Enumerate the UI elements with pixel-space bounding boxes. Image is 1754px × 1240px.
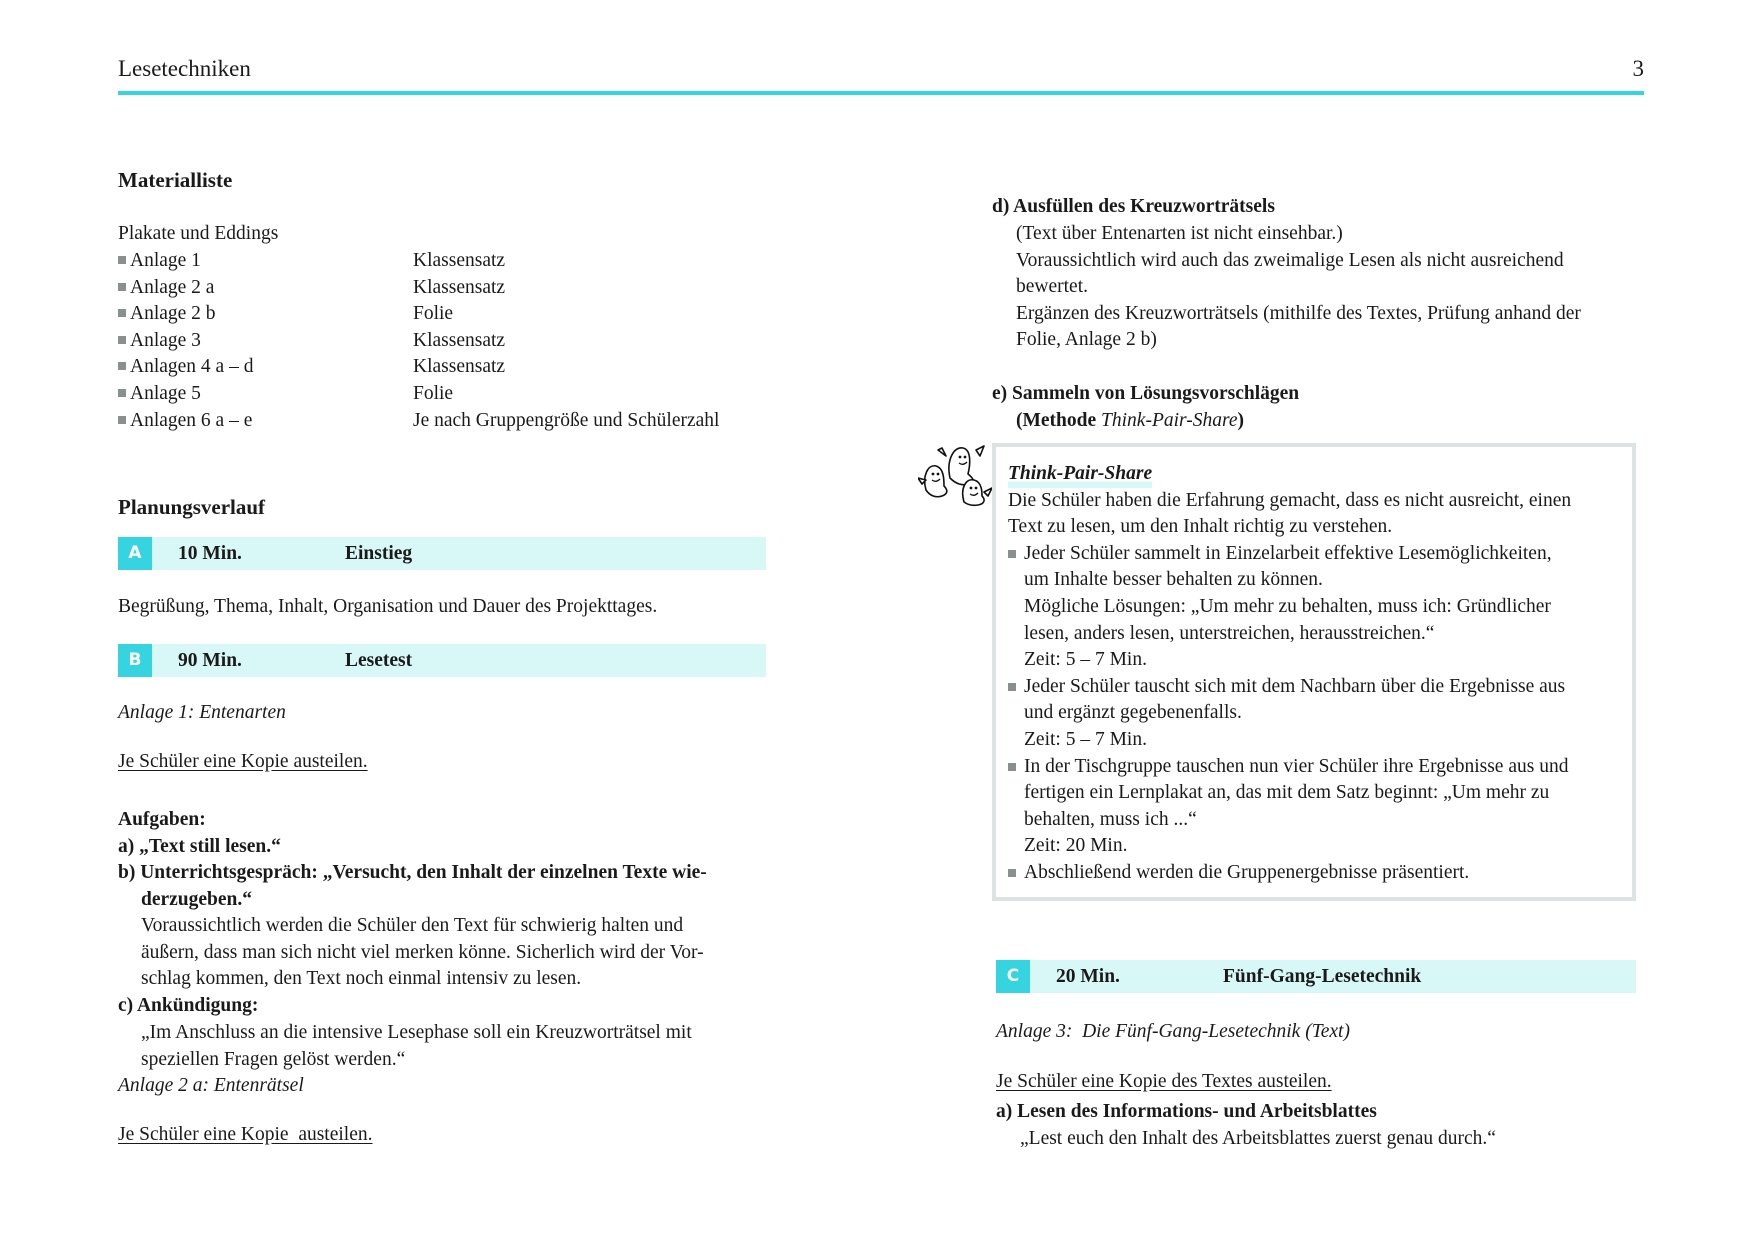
- intro-line: Text zu lesen, um den Inhalt richtig zu verstehen.: [1008, 516, 1393, 538]
- anlage-reference-2: Anlage 2 a: Entenrätsel: [118, 1075, 304, 1096]
- task-c-label: c) Ankündigung:: [118, 995, 259, 1016]
- item-name: Anlage 1: [130, 250, 201, 271]
- list-item: Abschließend werden die Gruppenergebnisse präsentiert.: [1008, 860, 1620, 887]
- running-header-title: Lesetechniken: [118, 56, 251, 81]
- header-rule: [118, 91, 1644, 95]
- phase-bar-c: [996, 960, 1636, 993]
- list-item: Jeder Schüler sammelt in Einzelarbeit effektive Lesemöglichkeiten, um Inhalte besser behalten zu können. Mögliche Lösungen: „Um mehr zu behalten, muss ich: Gründlicher lesen, anders lesen, unterstreichen, herausstreichen.“ Zeit: 5 – 7 Min.: [1008, 541, 1620, 674]
- task-a: a) „Text still lesen.“: [118, 836, 281, 857]
- item-name: Anlage 2 a: [130, 276, 215, 298]
- task-b-text: Voraussichtlich werden die Schüler den Text für schwierig halten und äußern, dass man sich nicht viel merken könne. Sicherlich wird der Vor- schlag kommen, den Text noch einmal intensiv zu lesen.: [141, 915, 704, 990]
- square-bullet-icon: [118, 309, 126, 317]
- square-bullet-icon: [118, 256, 126, 264]
- item-type: Klassensatz: [413, 276, 506, 298]
- task-c-a-label: a) Lesen des Informations- und Arbeitsblattes: [996, 1101, 1377, 1122]
- task-b-label: b) Unterrichtsgespräch: „Versucht, den Inhalt der einzelnen Texte wie-: [118, 862, 707, 883]
- task-e-label: e) Sammeln von Lösungsvorschlägen: [992, 383, 1300, 404]
- phase-title: Einstieg: [345, 543, 413, 564]
- task-e-method: (Methode Think-Pair-Share): [1016, 410, 1244, 431]
- instruction-kopie-2: Je Schüler eine Kopie austeilen.: [118, 1124, 373, 1145]
- task-b-label-cont: derzugeben.“: [141, 889, 253, 910]
- square-bullet-icon: [118, 283, 126, 291]
- item-name: Anlage 2 b: [130, 303, 216, 325]
- planungsverlauf-heading: Planungsverlauf: [118, 495, 266, 519]
- list-item: In der Tischgruppe tauschen nun vier Schüler ihre Ergebnisse aus und fertigen ein Lernplakat an, das mit dem Satz beginnt: „Um mehr zu behalten, muss ich ...“ Zeit: 20 Min.: [1008, 754, 1620, 860]
- phase-duration: 10 Min.: [178, 543, 242, 564]
- phase-title: Lesetest: [345, 650, 413, 671]
- anlage-reference-3: Anlage 3: Die Fünf-Gang-Lesetechnik (Text): [996, 1021, 1350, 1042]
- task-d-text: (Text über Entenarten ist nicht einsehbar.) Voraussichtlich wird auch das zweimalige Lesen als nicht ausreichend bewertet. Ergänzen des Kreuzworträtsels (mithilfe des Textes, Prüfung anhand der Folie, Anlage 2 b): [1016, 223, 1581, 351]
- instruction-kopie-3: Je Schüler eine Kopie des Textes austeilen.: [996, 1071, 1332, 1092]
- list-item: [118, 248, 778, 275]
- item-name: Anlagen 6 a – e: [130, 409, 253, 431]
- list-item: [118, 301, 778, 328]
- phase-bar-b: [118, 644, 766, 677]
- square-bullet-icon: [118, 362, 126, 370]
- phase-letter-badge: A: [118, 537, 152, 570]
- phase-duration: 90 Min.: [178, 650, 242, 671]
- square-bullet-icon: [1008, 550, 1016, 558]
- item-type: Folie: [413, 382, 454, 404]
- square-bullet-icon: [118, 389, 126, 397]
- aufgaben-heading: Aufgaben:: [118, 809, 206, 830]
- list-item: [118, 381, 778, 408]
- item-name: Anlage 5: [130, 382, 201, 404]
- list-item: [118, 275, 778, 302]
- phase-bar-a: [118, 537, 766, 570]
- list-item: Jeder Schüler tauscht sich mit dem Nachbarn über die Ergebnisse aus und ergänzt gegebenenfalls. Zeit: 5 – 7 Min.: [1008, 674, 1620, 754]
- task-c-a-text: „Lest euch den Inhalt des Arbeitsblattes zuerst genau durch.“: [1020, 1128, 1496, 1149]
- anlage-reference: Anlage 1: Entenarten: [118, 702, 286, 723]
- item-type: Klassensatz: [413, 329, 506, 351]
- item-type: Je nach Gruppengröße und Schülerzahl: [413, 409, 720, 431]
- phase-a-text: Begrüßung, Thema, Inhalt, Organisation und Dauer des Projekttages.: [118, 596, 658, 617]
- square-bullet-icon: [1008, 683, 1016, 691]
- phase-title: Fünf-Gang-Lesetechnik: [1223, 966, 1422, 987]
- item-type: Klassensatz: [413, 356, 506, 378]
- square-bullet-icon: [118, 416, 126, 424]
- list-item: [118, 408, 778, 435]
- think-pair-share-content: [1008, 461, 1620, 887]
- phase-letter-badge: B: [118, 644, 152, 677]
- group-of-ghost-figures-icon: [918, 438, 1000, 508]
- item-type: Folie: [413, 303, 454, 325]
- materialliste-heading: Materialliste: [118, 168, 233, 192]
- phase-duration: 20 Min.: [1056, 966, 1120, 987]
- page-number: 3: [1632, 56, 1644, 81]
- item-name: Anlagen 4 a – d: [130, 356, 254, 378]
- item-type: Klassensatz: [413, 250, 506, 271]
- item-name: Anlage 3: [130, 329, 201, 351]
- think-pair-share-box: [992, 443, 1636, 901]
- intro-line: Die Schüler haben die Erfahrung gemacht, dass es nicht ausreicht, einen: [1008, 489, 1572, 511]
- materialliste-list: [118, 248, 778, 434]
- instruction-kopie: Je Schüler eine Kopie austeilen.: [118, 751, 368, 772]
- think-pair-share-title: Think-Pair-Share: [1008, 461, 1620, 488]
- square-bullet-icon: [1008, 763, 1016, 771]
- task-c-text: „Im Anschluss an die intensive Lesephase soll ein Kreuzworträtsel mit speziellen Fragen gelöst werden.“: [141, 1022, 692, 1070]
- square-bullet-icon: [118, 336, 126, 344]
- square-bullet-icon: [1008, 869, 1016, 877]
- task-d-label: d) Ausfüllen des Kreuzworträtsels: [992, 196, 1275, 217]
- materialliste-intro: Plakate und Eddings: [118, 223, 279, 244]
- list-item: [118, 354, 778, 381]
- phase-letter-badge: C: [996, 960, 1030, 993]
- list-item: [118, 328, 778, 355]
